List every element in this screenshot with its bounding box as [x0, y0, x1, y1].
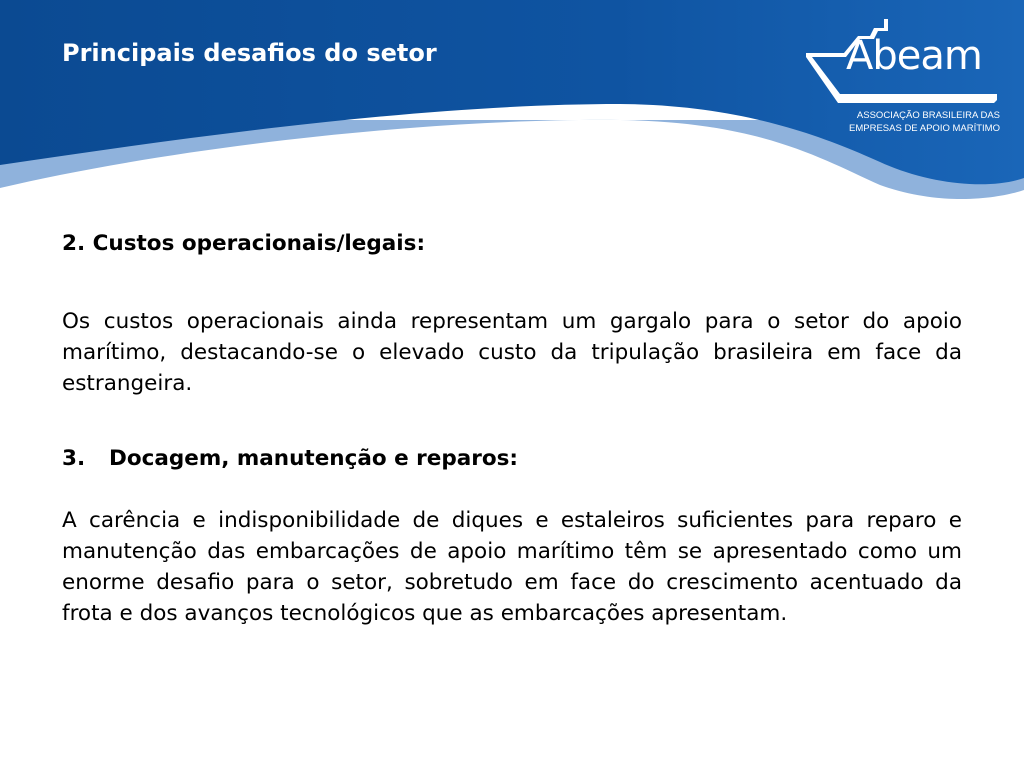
- section-title: Custos operacionais/legais:: [92, 231, 426, 256]
- section-number: 3.: [62, 446, 86, 471]
- abeam-logo: [800, 14, 1010, 144]
- section-number: 2.: [62, 231, 86, 256]
- section-heading-docagem: [62, 443, 962, 474]
- section-title: Docagem, manutenção e reparos:: [109, 446, 519, 471]
- logo-caption: [800, 109, 1000, 135]
- section-body-docagem: A carência e indisponibilidade de diques e estaleiros suficientes para reparo e manutenção das embarcações de apoio marítimo têm se apresentado como um enorme desafio para o setor, sobretudo em face do crescimento acentuado da frota e dos avanços tecnológicos que as embarcações apresentam.: [62, 508, 962, 626]
- section-body-custos: Os custos operacionais ainda representam um gargalo para o setor do apoio marítimo, destacando-se o elevado custo da tripulação brasileira em face da estrangeira.: [62, 309, 962, 396]
- logo-caption-line1: ASSOCIAÇÃO BRASILEIRA DAS: [856, 110, 1000, 121]
- slide-content: [62, 228, 962, 629]
- slide-title: Principais desafios do setor: [62, 39, 437, 67]
- logo-wordmark: Abeam: [846, 33, 982, 79]
- logo-caption-line2: EMPRESAS DE APOIO MARÍTIMO: [849, 123, 1000, 134]
- section-heading-custos: [62, 228, 962, 259]
